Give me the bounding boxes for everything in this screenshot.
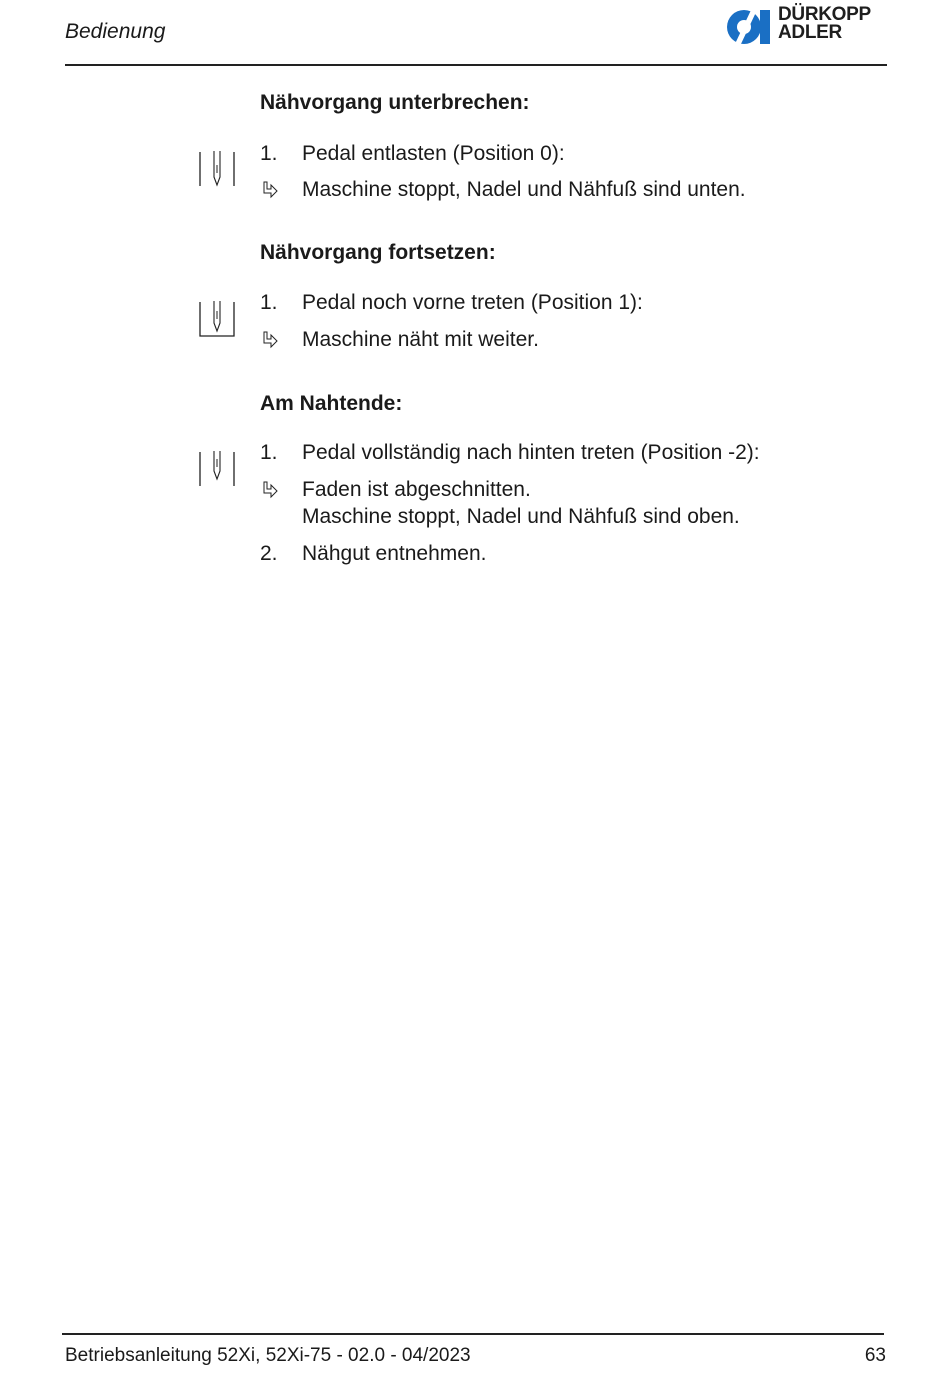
step-number: 2. — [260, 542, 278, 565]
section-heading-seam-end: Am Nahtende: — [260, 392, 403, 415]
section-heading-continue: Nähvorgang fortsetzen: — [260, 241, 496, 264]
page-number: 63 — [864, 1345, 886, 1366]
needle-icon — [199, 451, 235, 487]
result-text: Maschine stoppt, Nadel und Nähfuß sind oben. — [302, 505, 740, 528]
step-text: Pedal vollständig nach hinten treten (Position -2): — [302, 441, 760, 464]
duerkopp-adler-logo — [724, 4, 889, 48]
needle-icon — [199, 301, 235, 337]
needle-icon — [199, 151, 235, 187]
page-header-title: Bedienung — [65, 20, 166, 43]
result-arrow-icon — [262, 181, 278, 199]
step-number: 1. — [260, 291, 278, 314]
step-number: 1. — [260, 441, 278, 464]
logo-line-2: ADLER — [778, 22, 842, 43]
result-text: Maschine näht mit weiter. — [302, 328, 539, 351]
result-arrow-icon — [262, 481, 278, 499]
step-text: Pedal entlasten (Position 0): — [302, 142, 565, 165]
logo-line-1: DÜRKOPP — [778, 4, 871, 25]
result-text: Faden ist abgeschnitten. — [302, 478, 531, 501]
step-text: Pedal noch vorne treten (Position 1): — [302, 291, 643, 314]
footer-divider — [62, 1333, 884, 1335]
result-arrow-icon — [262, 331, 278, 349]
step-number: 1. — [260, 142, 278, 165]
result-text: Maschine stoppt, Nadel und Nähfuß sind unten. — [302, 178, 746, 201]
logo-mark-icon — [724, 4, 776, 48]
footer-document-title: Betriebsanleitung 52Xi, 52Xi-75 - 02.0 - 04/2023 — [65, 1345, 471, 1366]
step-text: Nähgut entnehmen. — [302, 542, 487, 565]
logo-text — [778, 6, 871, 42]
section-heading-interrupt: Nähvorgang unterbrechen: — [260, 91, 530, 114]
header-divider — [65, 64, 887, 66]
